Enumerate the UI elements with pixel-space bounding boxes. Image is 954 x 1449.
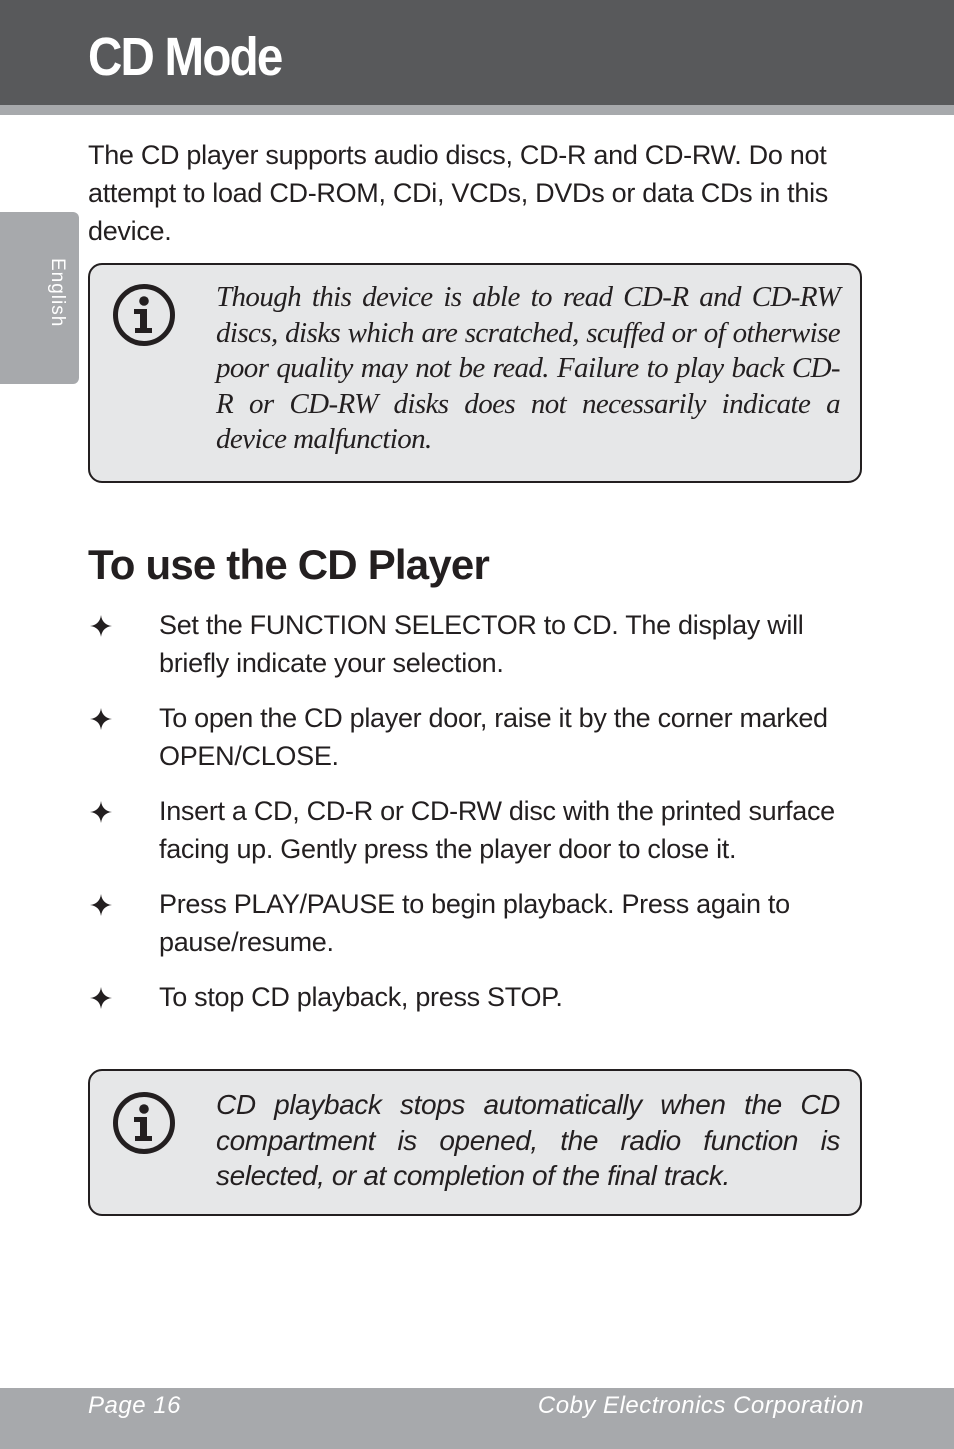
intro-paragraph: The CD player supports audio discs, CD-R and CD-RW. Do not attempt to load CD-ROM, CDi, VCDs, DVDs or data CDs in this device. [88,140,829,246]
list-item [88,886,868,961]
page-number: Page 16 [88,1392,181,1419]
step-text: To stop CD playback, press STOP. [159,982,563,1012]
four-point-star-icon [88,793,114,830]
list-item [88,700,868,775]
four-point-star-icon [88,979,114,1016]
step-text: To open the CD player door, raise it by the corner marked OPEN/CLOSE. [159,703,828,771]
list-item [88,979,868,1017]
four-point-star-icon [88,886,114,923]
steps-list [88,607,868,1035]
header-rule [0,105,954,115]
info-icon [112,1091,176,1155]
list-item [88,793,868,868]
step-text: Set the FUNCTION SELECTOR to CD. The display will briefly indicate your selection. [159,610,804,678]
step-text: Press PLAY/PAUSE to begin playback. Press again to pause/resume. [159,889,790,957]
info-note-disc-quality [88,263,862,483]
note-text: Though this device is able to read CD-R and CD-RW discs, disks which are scratched, scuffed or of otherwise poor quality may not be read. Failure to play back CD-R or CD-RW disks does not necessarily indicate a device malfunction. [216,281,840,455]
section-heading: To use the CD Player [88,541,490,588]
info-note-auto-stop [88,1069,862,1216]
step-text: Insert a CD, CD-R or CD-RW disc with the printed surface facing up. Gently press the player door to close it. [159,796,835,864]
company-name: Coby Electronics Corporation [537,1392,864,1419]
note-text: CD playback stops automatically when the CD compartment is opened, the radio function is selected, or at completion of the final track. [216,1089,840,1191]
four-point-star-icon [88,607,114,644]
language-tab-label: English [47,258,68,328]
page-title: CD Mode [88,27,282,87]
list-item [88,607,868,682]
four-point-star-icon [88,700,114,737]
info-icon [112,283,176,347]
